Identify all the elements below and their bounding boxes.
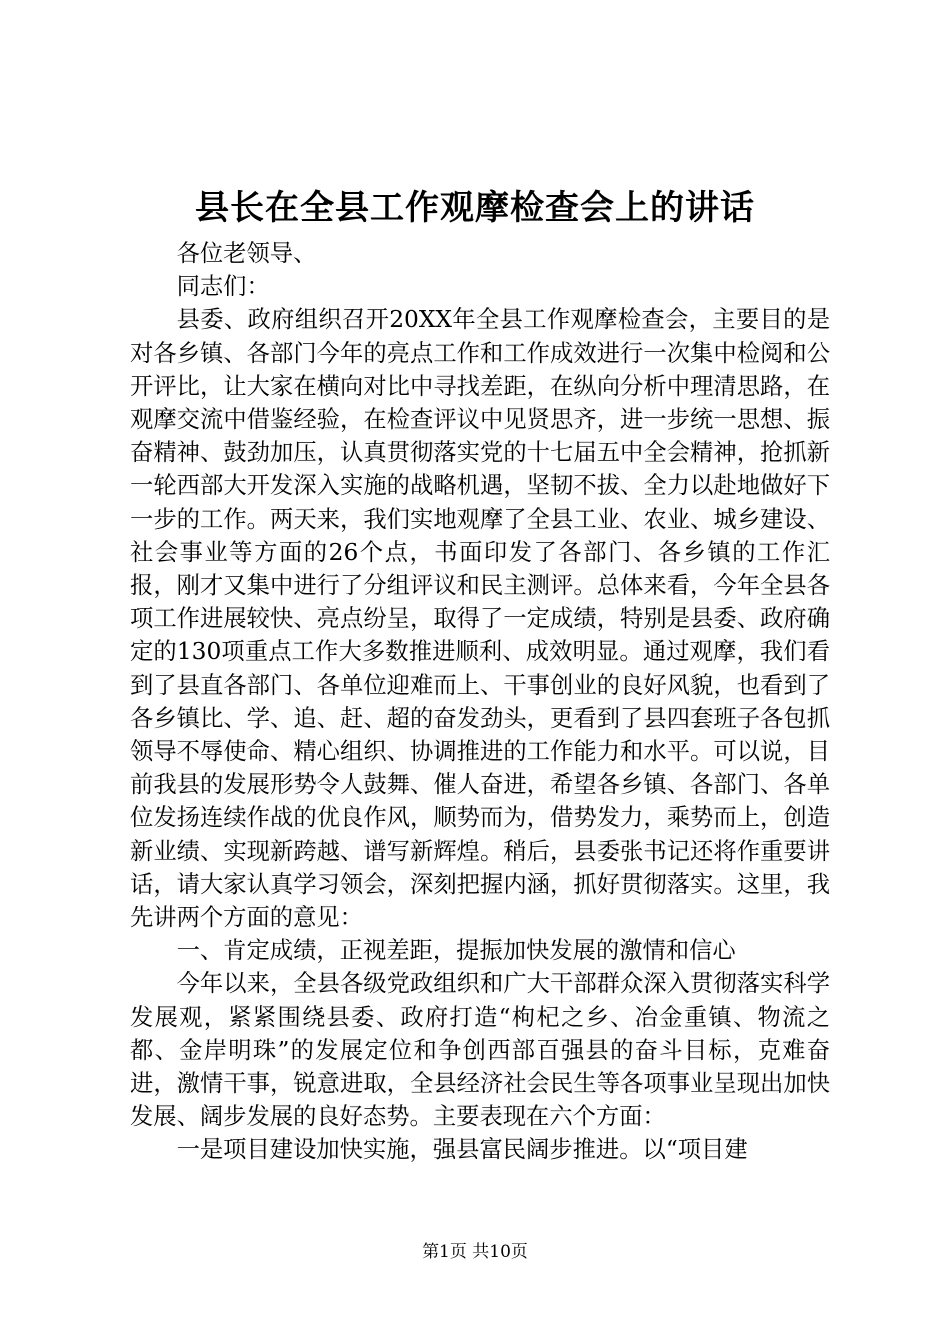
page-footer: 第1页 共10页 bbox=[422, 1242, 528, 1262]
intro-paragraph: 县委、政府组织召开20XX年全县工作观摩检查会，主要目的是对各乡镇、各部门今年的亮点工作和工作成效进行一次集中检阅和公开评比，让大家在横向对比中寻找差距，在纵向分析中理清思路，在观摩交流中借鉴经验，在检查评议中见贤思齐，进一步统一思想、振奋精神、鼓劲加压，认真贯彻落实党的十七届五中全会精神，抢抓新一轮西部大开发深入实施的战略机遇，坚韧不拔、全力以赴地做好下一步的工作。两天来，我们实地观摩了全县工业、农业、城乡建设、社会事业等方面的26个点，书面印发了各部门、各乡镇的工作汇报，刚才又集中进行了分组评议和民主测评。总体来看，今年全县各项工作进展较快、亮点纷呈，取得了一定成绩，特别是县委、政府确定的130项重点工作大多数推进顺利、成效明显。通过观摩，我们看到了县直各部门、各单位迎难而上、干事创业的良好风貌，也看到了各乡镇比、学、追、赶、超的奋发劲头，更看到了县四套班子各包抓领导不辱使命、精心组织、协调推进的工作能力和水平。可以说，目前我县的发展形势令人鼓舞、催人奋进，希望各乡镇、各部门、各单位发扬连续作战的优良作风，顺势而为，借势发力，乘势而上，创造新业绩、实现新跨越、谱写新辉煌。稍后，县委张书记还将作重要讲话，请大家认真学习领会，深刻把握内涵，抓好贯彻落实。这里，我先讲两个方面的意见： bbox=[130, 306, 830, 932]
salutation-line-1: 各位老领导、 bbox=[176, 240, 317, 267]
salutation-line-2: 同志们： bbox=[176, 273, 270, 301]
document-title: 县长在全县工作观摩检查会上的讲话 bbox=[195, 188, 755, 228]
document-body bbox=[130, 237, 830, 1167]
section-heading: 一、肯定成绩，正视差距，提振加快发展的激情和信心 bbox=[176, 937, 736, 965]
point-one-paragraph: 一是项目建设加快实施，强县富民阔步推进。以“项目建 bbox=[176, 1136, 748, 1164]
section-paragraph: 今年以来，全县各级党政组织和广大干部群众深入贯彻落实科学发展观，紧紧围绕县委、政府打造“枸杞之乡、冶金重镇、物流之都、金岸明珠”的发展定位和争创西部百强县的奋斗目标，克难奋进，激情干事，锐意进取，全县经济社会民生等各项事业呈现出加快发展、阔步发展的良好态势。主要表现在六个方面： bbox=[130, 970, 830, 1131]
